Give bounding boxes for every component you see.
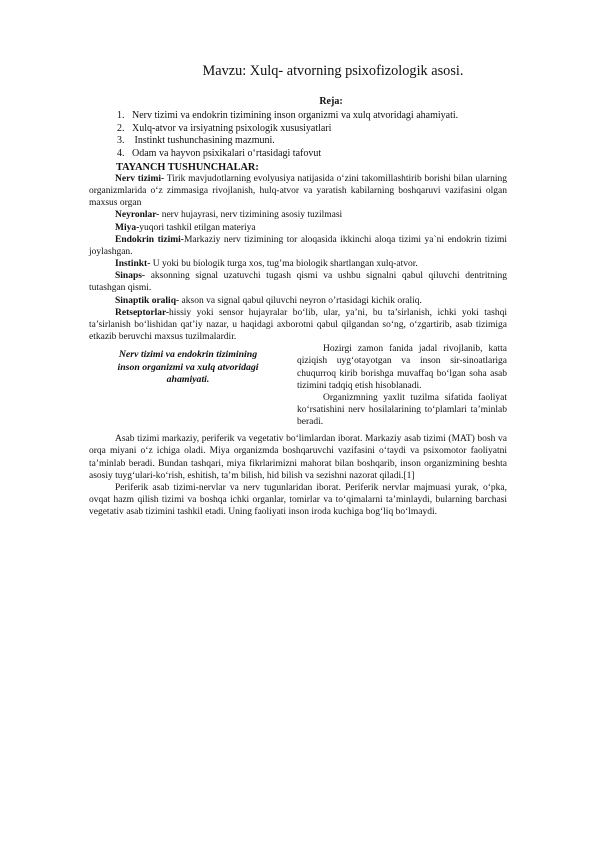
paragraph: Asab tizimi markaziy, periferik va vegetativ bo‘limlardan iborat. Markaziy asab tizimi (MAT) bosh va orqa miyani o‘z ichiga oladi. Miya organizmda boshqaruvchi vazifasini o‘taydi va psixomotor faoliyatni ta’minlab beradi. Bundan tashqari, miya fikrlarimizni mahorat bilan boshqarib, inson organizmining beshta asosiy tuyg‘ulari-ko‘rish, eshitish, ta’m bilish, hid bilish va sezishni nazorat qiladi.[1] — [89, 434, 507, 481]
plan-item — [117, 110, 458, 123]
term: Retseptorlar- — [115, 307, 169, 318]
term-definition — [89, 295, 507, 307]
definition: akson va signal qabul qiluvchi neyron o’rtasidagi kichik oraliq. — [179, 295, 422, 306]
term-definition — [89, 258, 507, 270]
plan-item-number: 3. — [117, 135, 125, 147]
plan-item — [117, 148, 458, 161]
term: Nerv tizimi- — [115, 174, 165, 184]
term: Instinkt- — [115, 259, 151, 270]
term: Neyronlar- — [115, 210, 160, 221]
term-definition — [89, 270, 507, 294]
plan-item-number: 4. — [117, 147, 125, 159]
plan-list — [117, 110, 458, 160]
definition: U yoki bu biologik turga xos, tug’ma biologik shartlangan xulq-atvor. — [150, 259, 418, 270]
plan-item-text: Xulq-atvor va irsiyatning psixologik xususiyatlari — [132, 122, 332, 134]
plan-item-text: Instinkt tushunchasining mazmuni. — [132, 135, 275, 147]
page-title: Mavzu: Xulq- atvorning psixofizologik asosi. — [202, 63, 464, 79]
definition: Tirik mavjudotlarning evolyusiya natijasida o‘zini takomillashtirib borishi bilan ularning organizmlarida o‘z zimmasiga rivojlanish, hulq-atvor va yaratish kabilarning boshqaruvi vazifasini olgan maxsus organ — [89, 174, 507, 209]
paragraph: Hozirgi zamon fanida jadal rivojlanib, katta qiziqish uyg‘otayotgan va inson sir-sinoatlariga chuqurroq kirib borishga muvaffaq bo‘lgan soha asab tizimini tadqiq etish hisoblanadi. — [297, 344, 507, 391]
document-body — [89, 173, 507, 518]
definition: Markaziy nerv tizimining tor aloqasida ikkinchi aloqa tizimi ya`ni endokrin tizimi joylashgan. — [89, 234, 507, 257]
term-definition — [89, 234, 507, 258]
plan-heading: Reja: — [319, 96, 343, 107]
term-definition — [89, 307, 507, 343]
term-definition — [89, 209, 507, 221]
side-heading-line: ahamiyati. — [166, 374, 210, 385]
paragraph: Periferik asab tizimi-nervlar va nerv tugunlaridan iborat. Periferik nervlar majmuasi yurak, o‘pka, ovqat hazm qilish tizimi va boshqa ichki organlar, tomirlar va to‘qimalarni ta’minlaydi, bularning barchasi vegetativ asab tizimini tashkil etadi. Uning faoliyati inson iroda kuchiga bog‘liq bo‘lmaydi. — [89, 482, 507, 518]
plan-item-text: Nerv tizimi va endokrin tizimining inson organizmi va xulq atvoridagi ahamiyati. — [132, 110, 459, 121]
term: Sinaps- — [115, 271, 146, 282]
term-definition — [89, 173, 507, 209]
side-heading — [89, 349, 287, 433]
plan-item-number: 1. — [117, 110, 125, 121]
side-heading-line: inson organizmi va xulq atvoridagi — [117, 361, 259, 373]
definition: hissiy yoki sensor hujayralar bo‘lib, ular, ya’ni, bu ta’sirlanish, ichki yoki tashqi ta’sirlanish bo‘lishidan qat’iy nazar, u haqidagi axborotni qabul qilgandan so‘ng, o‘zgartirib, asab tizimiga etkazib beruvchi maxsus tuzilmalardir. — [89, 307, 507, 343]
term: Sinaptik oraliq- — [115, 295, 180, 306]
definition: nerv hujayrasi, nerv tizimining asosiy tuzilmasi — [159, 210, 343, 221]
term-definition — [89, 222, 507, 234]
definition: yuqori tashkil etilgan materiya — [139, 222, 256, 233]
term: Miya- — [115, 222, 140, 233]
term: Endokrin tizimi- — [115, 234, 184, 245]
section-title: TAYANCH TUSHUNCHALAR: — [116, 162, 259, 173]
plan-item-number: 2. — [117, 122, 125, 134]
plan-item — [117, 135, 458, 148]
side-heading-line: Nerv tizimi va endokrin tizimining — [118, 349, 258, 361]
plan-item — [117, 123, 458, 136]
paragraph: Organizmning yaxlit tuzilma sifatida faoliyat ko‘rsatishini nerv hosilalarining to‘plamlari ta’minlab beradi. — [297, 392, 507, 428]
plan-item-text: Odam va hayvon psixikalari o‘rtasidagi tafovut — [132, 147, 322, 159]
definition: aksonning signal uzatuvchi tugash qismi va ushbu signalni qabul qiluvchi dentritning tutashgan qismi. — [89, 271, 507, 294]
